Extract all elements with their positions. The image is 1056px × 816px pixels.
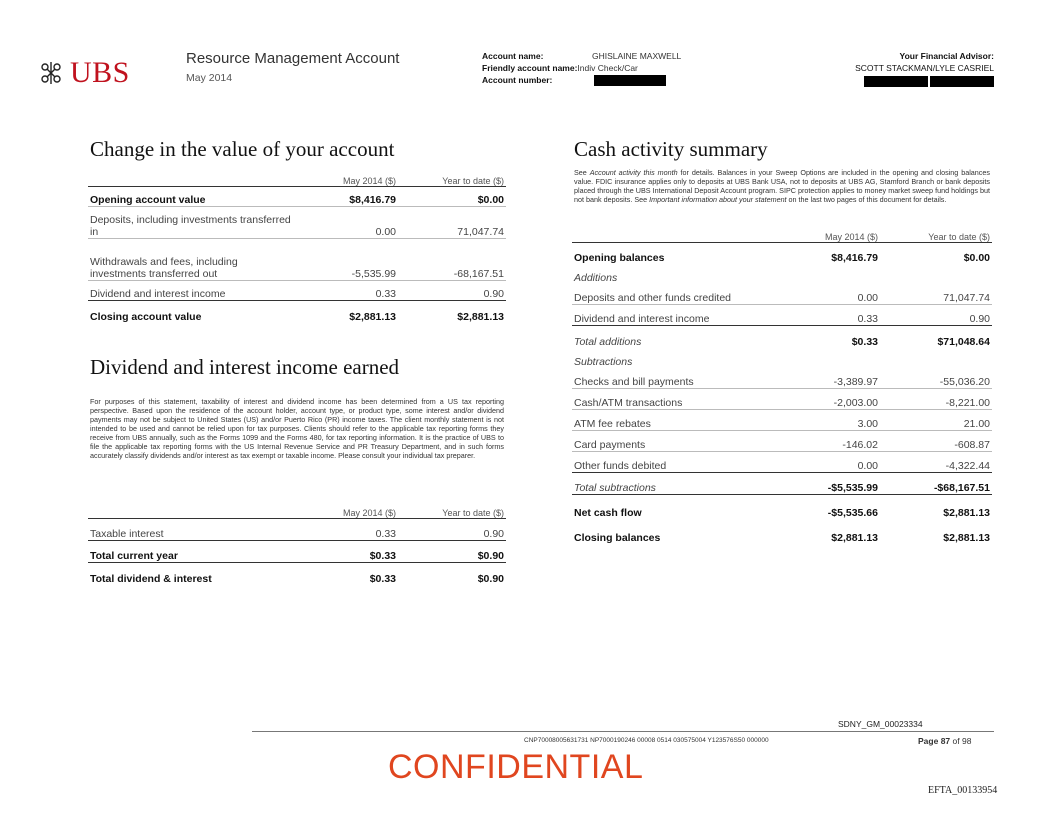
redaction-bar	[864, 76, 928, 87]
table-row	[88, 519, 506, 541]
row-label: Withdrawals and fees, including investments transferred out	[88, 239, 298, 281]
cell-value: $2,881.13	[943, 506, 990, 519]
table-header-row	[88, 500, 506, 519]
ubs-keys-icon	[38, 60, 64, 86]
cell-value: 0.90	[398, 519, 506, 541]
dividend-disclaimer: For purposes of this statement, taxability of interest and dividend income has been determined from a US tax reporting perspective. Based upon the residence of the account holder, account type, or product type, some interest and/or dividend payments may not be subject to United States (US) and/or Puerto Rico (PR) income taxes. The client monthly statement is not intended to be used and cannot be relied upon for tax purposes. Clients should refer to the applicable tax reporting forms they receive from UBS annually, such as the Forms 1099 and the Forms 480, for tax reporting information. It is the practice of UBS to file the applicable tax reporting forms with the US Internal Revenue Service and PR Treasury Department, and in such forms accurately classify dividends and/or interest as tax exempt or taxable income. Please consult your individual tax preparer.	[90, 397, 504, 460]
row-label: Dividend and interest income	[88, 281, 298, 301]
table-row	[88, 563, 506, 585]
cell-value: 0.00	[780, 284, 880, 305]
footer-divider	[252, 731, 994, 732]
cell-value: 0.90	[398, 281, 506, 301]
table-header-row	[572, 224, 992, 243]
note-text: for details. Balances in your Sweep Options are included in the opening and closing balances value. FDIC insurance applies only to deposits at UBS Bank USA, not to deposits at UBS AG, Stamford Branch or bank deposits placed through the UBS International Deposit Account program. SIPC protection applies to money market sweep fund holdings but not bank deposits. See	[574, 168, 990, 204]
table-row	[572, 519, 992, 544]
advisor-name: SCOTT STACKMAN/LYLE CASRIEL	[855, 63, 994, 73]
column-header: May 2014 ($)	[780, 224, 880, 243]
row-label: Closing account value	[90, 310, 202, 323]
page-indicator	[918, 736, 971, 746]
table-row	[572, 368, 992, 389]
cell-value: $0.33	[851, 335, 878, 348]
statement-code: CNP70008005631731 NP7000190246 00008 0514 030575004 Y123576S50 000000	[524, 737, 769, 744]
table-row	[572, 389, 992, 410]
cash-disclaimer	[574, 168, 990, 204]
page-number: 87	[940, 736, 951, 746]
row-label: Card payments	[572, 431, 780, 452]
cell-value: $0.00	[963, 251, 990, 264]
friendly-name: Indiv Check/Car	[577, 63, 638, 73]
cell-value: -68,167.51	[398, 239, 506, 281]
table-row	[572, 305, 992, 326]
note-text: on the last two pages of this document for details.	[786, 195, 947, 204]
row-label: ATM fee rebates	[572, 410, 780, 431]
account-number-label: Account number:	[482, 75, 553, 85]
cell-value: 0.33	[298, 281, 398, 301]
subsection-row	[572, 348, 992, 368]
row-label: Dividend and interest income	[572, 305, 780, 326]
table-row	[572, 284, 992, 305]
change-table	[88, 168, 506, 323]
cell-value: $71,048.64	[937, 335, 990, 348]
cell-value: -5,535.99	[298, 239, 398, 281]
cell-value: $0.90	[398, 541, 506, 563]
cell-value: -3,389.97	[780, 368, 880, 389]
cell-value: -$68,167.51	[880, 473, 992, 495]
confidential-stamp: CONFIDENTIAL	[388, 748, 644, 786]
column-header: Year to date ($)	[880, 224, 992, 243]
cell-value: $2,881.13	[831, 531, 878, 544]
table-row	[88, 239, 506, 281]
cell-value: -146.02	[780, 431, 880, 452]
dividend-section-title: Dividend and interest income earned	[90, 355, 400, 379]
row-label: Total additions	[574, 335, 642, 348]
dividend-table	[88, 500, 506, 585]
row-label: Opening balances	[574, 251, 665, 264]
friendly-name-label: Friendly account name:	[482, 63, 578, 73]
cell-value: 21.00	[880, 410, 992, 431]
cell-value: 0.00	[780, 452, 880, 473]
row-label: Closing balances	[574, 531, 661, 544]
redaction-bar	[930, 76, 994, 87]
efta-number: EFTA_00133954	[928, 785, 998, 796]
row-label: Net cash flow	[574, 506, 642, 519]
table-row	[572, 326, 992, 348]
cell-value: 71,047.74	[398, 207, 506, 239]
table-header-row	[88, 168, 506, 187]
cell-value: 0.33	[298, 519, 398, 541]
column-header: Year to date ($)	[398, 168, 506, 187]
cell-value: -55,036.20	[880, 368, 992, 389]
row-label: Opening account value	[88, 187, 298, 207]
table-row	[572, 473, 992, 495]
note-text: See	[574, 168, 590, 177]
cell-value: $8,416.79	[831, 251, 878, 264]
cell-value: $0.33	[369, 572, 396, 585]
cell-value: -$5,535.66	[827, 506, 878, 519]
table-row	[572, 431, 992, 452]
row-label: Deposits, including investments transferred in	[88, 207, 298, 239]
table-row	[88, 301, 506, 323]
column-header: May 2014 ($)	[298, 168, 398, 187]
account-info	[482, 50, 681, 86]
cell-value: $8,416.79	[298, 187, 398, 207]
logo-text: UBS	[70, 56, 130, 89]
row-label: Cash/ATM transactions	[572, 389, 780, 410]
cash-table	[572, 224, 992, 544]
account-name: GHISLAINE MAXWELL	[592, 51, 682, 61]
cell-value: 0.90	[880, 305, 992, 326]
page-label: Page	[918, 736, 939, 746]
row-label: Taxable interest	[88, 519, 298, 541]
table-row	[88, 281, 506, 301]
row-label: Total subtractions	[572, 473, 780, 495]
page-of: of	[952, 736, 960, 746]
table-row	[88, 207, 506, 239]
advisor-label: Your Financial Advisor:	[899, 51, 994, 61]
subsection-label: Subtractions	[574, 355, 633, 368]
account-name-label: Account name:	[482, 51, 544, 61]
cash-section-title: Cash activity summary	[574, 137, 768, 161]
table-row	[88, 541, 506, 563]
subsection-label: Additions	[574, 271, 618, 284]
statement-title: Resource Management Account	[186, 50, 400, 67]
cell-value: -608.87	[880, 431, 992, 452]
cell-value: -$5,535.99	[780, 473, 880, 495]
row-label: Total current year	[88, 541, 298, 563]
cell-value: 71,047.74	[880, 284, 992, 305]
subsection-row	[572, 264, 992, 284]
column-header: Year to date ($)	[398, 500, 506, 519]
row-label: Other funds debited	[572, 452, 780, 473]
table-row	[572, 452, 992, 473]
row-label: Deposits and other funds credited	[572, 284, 780, 305]
cell-value: -8,221.00	[880, 389, 992, 410]
cell-value: $0.33	[298, 541, 398, 563]
cell-value: $0.00	[398, 187, 506, 207]
row-label: Checks and bill payments	[572, 368, 780, 389]
table-row	[88, 187, 506, 207]
cell-value: 3.00	[780, 410, 880, 431]
redaction-bar	[594, 75, 666, 86]
cell-value: $0.90	[477, 572, 504, 585]
row-label: Total dividend & interest	[90, 572, 212, 585]
table-row	[572, 243, 992, 264]
column-header: May 2014 ($)	[298, 500, 398, 519]
table-row	[572, 410, 992, 431]
cell-value: 0.33	[780, 305, 880, 326]
change-section-title: Change in the value of your account	[90, 137, 395, 161]
cell-value: $2,881.13	[943, 531, 990, 544]
cell-value: -4,322.44	[880, 452, 992, 473]
cell-value: $2,881.13	[457, 310, 504, 323]
cell-value: $2,881.13	[349, 310, 396, 323]
page-total: 98	[962, 736, 972, 746]
cell-value: 0.00	[298, 207, 398, 239]
table-row	[572, 495, 992, 519]
ubs-logo	[38, 56, 130, 90]
bates-number: SDNY_GM_00023334	[838, 719, 923, 729]
statement-date: May 2014	[186, 72, 233, 84]
financial-advisor	[855, 50, 994, 87]
cell-value: -2,003.00	[780, 389, 880, 410]
note-link-text: Account activity this month	[589, 168, 678, 177]
note-link-text: Important information about your statement	[649, 195, 787, 204]
